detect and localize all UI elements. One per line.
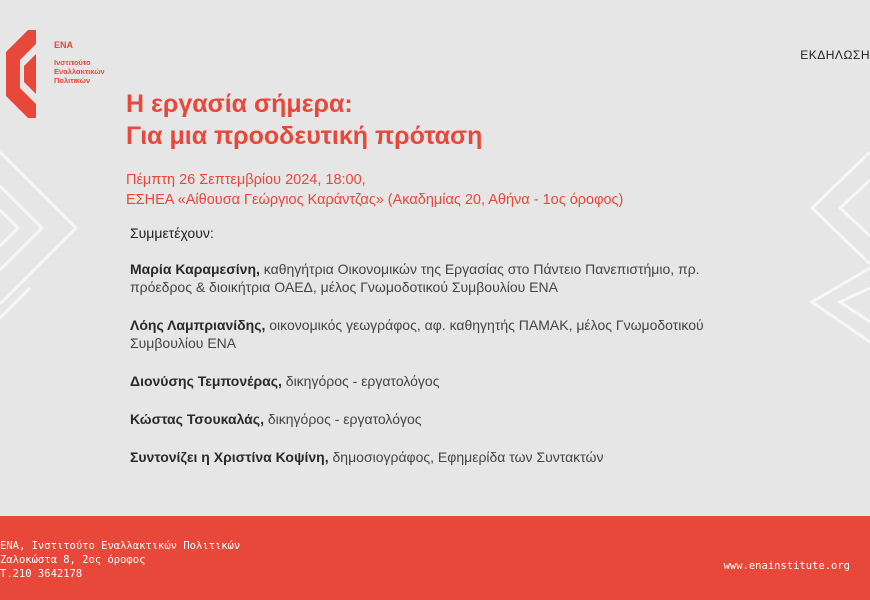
participant-item: [130, 372, 750, 390]
participant-role: καθηγήτρια Οικονομικών της Εργασίας στο Πάντειο Πανεπιστήμιο, πρ. πρόεδρος & διοικήτρια ΟΑΕΔ, μέλος Γνωμοδοτικού Συμβουλίου ΕΝΑ: [130, 261, 700, 295]
footer-phone: Τ.210 3642178: [0, 568, 83, 580]
brand-name-line3: Πολιτικών: [54, 76, 91, 85]
footer-org: ΕΝΑ, Ινστιτούτο Εναλλακτικών Πολιτικών: [0, 540, 241, 552]
participant-item: [130, 410, 750, 428]
website-link[interactable]: www.enainstitute.org: [723, 560, 850, 572]
participant-role: δικηγόρος - εργατολόγος: [263, 411, 422, 427]
brand-name: [54, 41, 105, 85]
participant-name: Συντονίζει η Χριστίνα Κοψίνη,: [130, 449, 329, 465]
participant-name: Διονύσης Τεμπονέρας,: [130, 373, 282, 389]
chevron-left-decoration-icon: [810, 150, 870, 345]
participants-list: [130, 260, 750, 486]
page-title: [126, 88, 482, 152]
participant-role: δικηγόρος - εργατολόγος: [281, 373, 440, 389]
participant-item: [130, 316, 750, 352]
brand-name-line2: Εναλλακτικών: [54, 67, 105, 76]
participant-item: [130, 448, 750, 466]
brand-name-line1: Ινστιτούτο: [54, 58, 91, 67]
participant-name: Λόης Λαμπριανίδης,: [130, 317, 266, 333]
title-line1: Η εργασία σήμερα:: [126, 90, 353, 118]
footer-contact: [0, 539, 240, 581]
event-date: Πέμπτη 26 Σεπτεμβρίου 2024, 18:00,: [126, 172, 366, 188]
title-line2: Για μια προοδευτική πρόταση: [126, 122, 483, 150]
event-details: [126, 170, 623, 210]
event-tag: ΕΚΔΗΛΩΣΗ: [800, 48, 870, 62]
event-venue: ΕΣΗΕΑ «Αίθουσα Γεώργιος Καράντζας» (Ακαδημίας 20, Αθήνα - 1ος όροφος): [126, 192, 624, 208]
participant-item: [130, 260, 750, 296]
participant-role: δημοσιογράφος, Εφημερίδα των Συντακτών: [328, 449, 604, 465]
participant-role: οικονομικός γεωγράφος, αφ. καθηγητής ΠΑΜΑΚ, μέλος Γνωμοδοτικού Συμβουλίου ΕΝΑ: [130, 317, 704, 351]
participant-name: Μαρία Καραμεσίνη,: [130, 261, 260, 277]
footer: [0, 516, 870, 600]
chevron-right-decoration-icon: [0, 150, 84, 340]
participant-name: Κώστας Τσουκαλάς,: [130, 411, 264, 427]
footer-address: Ζαλοκώστα 8, 2ος όροφος: [0, 554, 146, 566]
participants-heading: Συμμετέχουν:: [130, 225, 214, 241]
brand-abbr: ENA: [54, 40, 74, 50]
ena-logo-icon: [6, 30, 36, 118]
